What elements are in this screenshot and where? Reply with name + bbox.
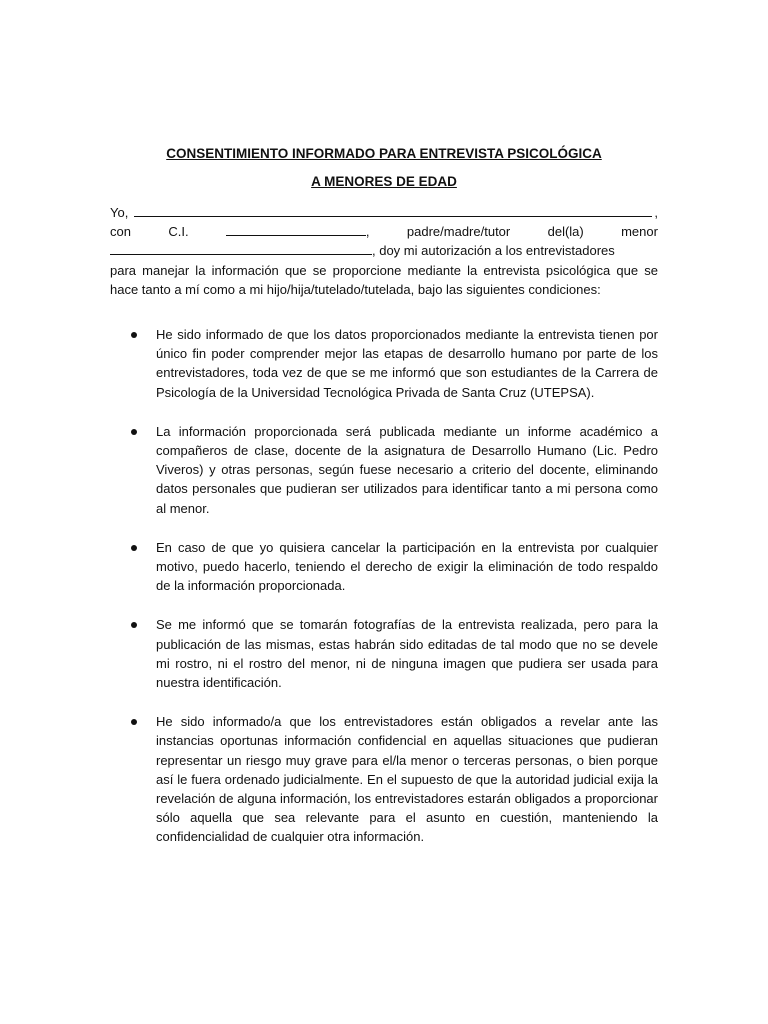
- ci-line: [110, 222, 658, 241]
- yo-label: Yo,: [110, 205, 129, 220]
- authorization-text: , doy mi autorización a los entrevistadores: [372, 243, 615, 259]
- conditions-list: [110, 325, 658, 867]
- bullet-icon: [131, 719, 137, 725]
- ci-comma: ,: [365, 224, 370, 240]
- condition-text: Se me informó que se tomarán fotografías de la entrevista realizada, pero para la publicación de las mismas, estas habrán sido editadas de tal modo que no se devele mi rostro, ni el rostro del menor, ni de ninguna imagen que pudiera ser usada para nuestra identificación.: [156, 617, 658, 691]
- con-label: con: [110, 224, 131, 240]
- name-line: [110, 203, 658, 222]
- condition-item: [110, 325, 658, 402]
- intro-paragraph: [110, 203, 658, 299]
- minor-name-blank: [110, 241, 372, 255]
- condition-text: He sido informado/a que los entrevistadores están obligados a revelar ante las instancias oportunas información confidencial en aquellas situaciones que pudieran representar un riesgo muy grave para el/la menor o terceras personas, o bien porque así le fuera ordenado judicialmente. En el supuesto de que la autoridad judicial exija la revelación de alguna información, los entrevistadores estarán obligados a proporcionar sólo aquella que sea relevante para el asunto en cuestión, manteniendo la confidencialidad de cualquier otra información.: [156, 714, 658, 845]
- menor-label: menor: [621, 224, 658, 240]
- del-label: del(la): [547, 224, 584, 240]
- condition-text: En caso de que yo quisiera cancelar la participación en la entrevista por cualquier motivo, puedo hacerlo, teniendo el derecho de exigir la eliminación de todo respaldo de la información proporcionada.: [156, 539, 658, 594]
- condition-text: La información proporcionada será publicada mediante un informe académico a compañeros de clase, docente de la asignatura de Desarrollo Humano (Lic. Pedro Viveros) y otras personas, según fuese necesario a criterio del docente, eliminando datos personales que pudieran ser utilizados para identificar tanto a mi persona como al menor.: [156, 423, 658, 516]
- condition-text: He sido informado de que los datos proporcionados mediante la entrevista tienen por único fin poder comprender mejor las etapas de desarrollo humano por parte de los entrevistadores, toda vez de que se me informó que son estudiantes de la Carrera de Psicología de la Universidad Tecnológica Privada de Santa Cruz (UTEPSA).: [156, 327, 658, 400]
- condition-item: [110, 615, 658, 692]
- name-comma: ,: [654, 205, 658, 220]
- condition-item: [110, 422, 658, 518]
- minor-field: [110, 241, 615, 260]
- minor-name-line: [110, 241, 658, 260]
- condition-item: [110, 538, 658, 596]
- purpose-text: para manejar la información que se proporcione mediante la entrevista psicológica que se hace tanto a mí como a mi hijo/hija/tutelado/tutelada, bajo las siguientes condiciones:: [110, 262, 658, 297]
- bullet-icon: [131, 545, 137, 551]
- bullet-icon: [131, 332, 137, 338]
- bullet-icon: [131, 622, 137, 628]
- parent-label: padre/madre/tutor: [406, 224, 511, 240]
- name-blank: [134, 203, 652, 217]
- bullet-icon: [131, 429, 137, 435]
- ci-blank: [226, 222, 366, 236]
- document-title: CONSENTIMIENTO INFORMADO PARA ENTREVISTA PSICOLÓGICA: [166, 146, 602, 161]
- ci-label: C.I.: [168, 224, 189, 240]
- document-subtitle: A MENORES DE EDAD: [311, 174, 457, 189]
- ci-field: [226, 222, 370, 241]
- condition-item: [110, 712, 658, 846]
